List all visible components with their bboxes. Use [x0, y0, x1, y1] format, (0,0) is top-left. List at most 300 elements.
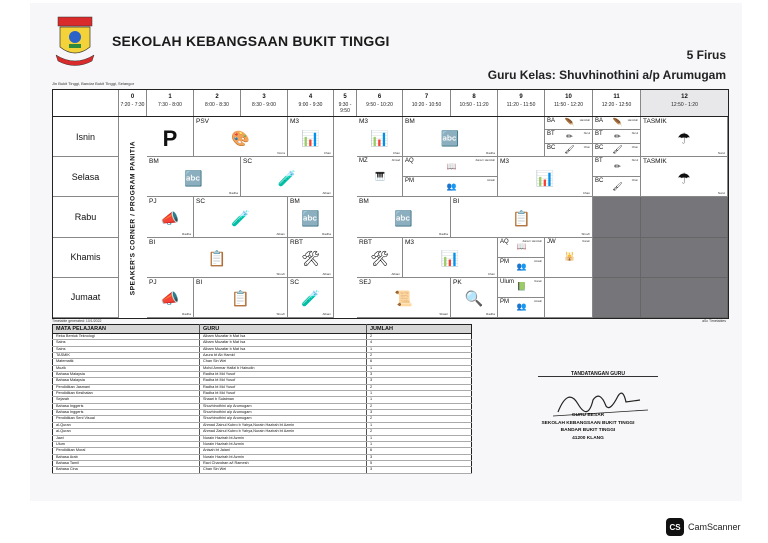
lesson-subject: SC	[243, 158, 253, 166]
lesson-subject: BT	[547, 131, 555, 138]
subject-icon: ✏	[614, 131, 621, 141]
subject-icon: ☂	[677, 130, 691, 148]
subject-table	[52, 324, 472, 474]
header-corner	[53, 90, 119, 116]
subject-icon: 👥	[516, 262, 527, 272]
class-teacher-label: Guru Kelas:	[487, 68, 556, 82]
subject-table-header	[53, 325, 472, 334]
total-cell: 3	[367, 410, 472, 416]
total-cell: 1	[367, 397, 472, 403]
total-cell: 1	[367, 365, 472, 371]
lesson-selasa-9	[498, 157, 593, 197]
camscanner-watermark	[666, 518, 741, 536]
lesson-teacher: Anisah	[487, 179, 495, 183]
total-cell: 3	[367, 378, 472, 384]
lesson-subject: PM	[500, 298, 509, 305]
day-label-khamis: Khamis	[53, 238, 119, 278]
lesson-subject: RBT	[359, 238, 372, 246]
stamp-line-3: BANDAR BUKIT TINGGI	[560, 428, 616, 433]
stamp-line-4: 41200 KLANG	[572, 435, 604, 441]
total-cell: 2	[367, 353, 472, 359]
period-header-0	[119, 90, 147, 116]
lesson-teacher: Chan	[583, 145, 590, 149]
period-header-10	[545, 90, 593, 116]
period-time: 10:50 - 11:20	[459, 102, 489, 108]
period-time: 9:30 - 9:50	[338, 102, 352, 114]
subject-icon: 📋	[207, 250, 227, 268]
lesson-teacher: Nurul	[717, 191, 725, 196]
subject-icon: P	[162, 125, 178, 151]
lesson-subject: BC	[595, 144, 604, 151]
lesson-subject: M3	[405, 238, 415, 246]
subject-cell: Pendidikan Seni Visual	[53, 416, 200, 422]
school-address: Jln Bukit Tinggi, Bandar Bukit Tinggi, Selangor	[52, 81, 135, 86]
period-number: 6	[377, 94, 382, 100]
unused-slot	[641, 238, 728, 278]
lesson-subject: PM	[500, 258, 509, 265]
period-time: 9:50 - 10:20	[366, 102, 393, 108]
subject-table-body	[53, 334, 472, 474]
teacher-cell: Chan Sin Wei	[200, 467, 367, 473]
teacher-cell: Albam Muzafar b Mat Isa	[200, 346, 367, 352]
teacher-cell: Ahmad Zainul Kubro b Yahya,Nurain Hazirah bt Azmin	[200, 422, 367, 428]
teacher-cell: Azura bt Ab Hamid	[200, 353, 367, 359]
lesson-isnin-10a	[545, 117, 593, 130]
lesson-subject: SEJ	[359, 278, 371, 286]
subject-icon: 👥	[516, 302, 527, 312]
period-number: 0	[130, 94, 135, 100]
lesson-selasa-3	[241, 157, 334, 197]
period-number: 3	[262, 94, 266, 100]
subject-icon: 🎹	[375, 171, 386, 181]
total-cell: 5	[367, 460, 472, 466]
lesson-teacher: Chan	[392, 151, 400, 156]
lesson-subject: PSV	[196, 118, 210, 125]
subject-cell: Pendidikan Kesihatan	[53, 391, 200, 397]
total-cell: 1	[367, 391, 472, 397]
total-cell: 3	[367, 372, 472, 378]
empty-slot	[545, 278, 593, 318]
subject-icon: 🖌	[612, 144, 623, 154]
period-time: 8:30 - 9:00	[252, 102, 276, 108]
header-total: JUMLAH	[367, 325, 472, 334]
unused-slot	[641, 197, 728, 237]
lesson-teacher: Zainul / Hamizah	[522, 239, 542, 243]
lesson-isnin-10b	[545, 130, 593, 143]
speaker-corner-column	[119, 117, 148, 318]
lesson-subject: Ulum	[500, 278, 515, 285]
timetable-grid	[52, 89, 729, 319]
period-time: 7:30 - 8:00	[158, 102, 182, 108]
lesson-rabu-8	[451, 197, 593, 237]
subject-icon: 📖	[446, 161, 457, 171]
teacher-cell: Anisah bt Jaiani	[200, 448, 367, 454]
lesson-teacher: Radha	[486, 311, 495, 316]
class-teacher-name: Shuvhinothini a/p Arumugam	[559, 68, 726, 82]
lesson-jumaat-9b	[498, 298, 545, 318]
lesson-teacher: Nurul	[631, 159, 638, 163]
subject-icon: 📣	[160, 210, 180, 228]
subject-icon: 🔤	[394, 210, 413, 228]
total-cell: 2	[367, 334, 472, 340]
speaker-corner-label: SPEAKER'S CORNER / PROGRAM PANITIA	[129, 140, 137, 295]
lesson-teacher: Shuvh	[276, 311, 285, 316]
day-label-jumaat: Jumaat	[53, 278, 119, 318]
lesson-teacher: Ahmad	[391, 159, 400, 163]
lesson-teacher: Shuvh	[581, 231, 590, 236]
subject-icon: 🪶	[564, 118, 575, 128]
teacher-cell: Ravi Chandran a/l Ramesh	[200, 460, 367, 466]
table-row	[53, 467, 472, 473]
teacher-cell: Nurain Hazirah bt Azmin	[200, 435, 367, 441]
total-cell: 1	[367, 422, 472, 428]
lesson-teacher: Radha	[229, 191, 238, 196]
lesson-subject: BI	[453, 198, 460, 206]
subject-cell: Ulum	[53, 441, 200, 447]
period-time: 12:50 - 1:20	[671, 102, 698, 108]
subject-icon: ✏	[566, 131, 573, 141]
school-title: SEKOLAH KEBANGSAAN BUKIT TINGGI	[112, 33, 390, 49]
teacher-cell: Mohd Ammar Hafizi b Hairudin	[200, 365, 367, 371]
lesson-isnin-12	[641, 117, 728, 157]
lesson-jumaat-8	[451, 278, 498, 318]
empty-slot	[498, 117, 545, 157]
lesson-teacher: Albam	[391, 271, 400, 276]
teacher-cell: Ahmad Zainul Kubro b Yahya,Nurain Hazirah bt Azmin	[200, 429, 367, 435]
lesson-subject: BA	[547, 118, 556, 124]
lesson-teacher: Shaari	[439, 311, 448, 316]
lesson-subject: BC	[547, 144, 556, 151]
lesson-teacher: Albam	[276, 231, 285, 236]
unused-slot	[593, 197, 641, 237]
total-cell: 6	[367, 359, 472, 365]
unused-slot	[641, 278, 728, 318]
period-time: 12:20 - 12:50	[601, 102, 632, 108]
total-cell: 3	[367, 454, 472, 460]
lesson-teacher: Albam	[322, 271, 331, 276]
subject-cell: Jawi	[53, 435, 200, 441]
period-header-9	[498, 90, 545, 116]
lesson-subject: SC	[290, 278, 300, 286]
teacher-cell: Albam Muzafar b Mat Isa	[200, 340, 367, 346]
total-cell: 4	[367, 340, 472, 346]
period-header-5	[334, 90, 357, 116]
lesson-subject: PJ	[149, 198, 157, 206]
lesson-teacher: Hamizah	[627, 119, 638, 122]
subject-cell: Matematik	[53, 359, 200, 365]
subject-icon: 📗	[516, 282, 527, 292]
lesson-teacher: Nurul	[717, 151, 725, 156]
period-time: 7:20 - 7:30	[120, 102, 145, 108]
lesson-teacher: Radha	[182, 231, 191, 236]
period-number: 10	[565, 94, 572, 100]
period-number: 11	[613, 94, 620, 100]
lesson-teacher: Zainul / Hamizah	[475, 159, 495, 163]
subject-icon: 📖	[516, 242, 527, 252]
lesson-jumaat-1	[147, 278, 194, 318]
lesson-teacher: Radha	[322, 231, 331, 236]
lesson-teacher: Chan	[487, 271, 495, 276]
subject-icon: ✏	[614, 161, 621, 171]
subject-icon: 📋	[512, 210, 531, 228]
lesson-rabu-6	[357, 197, 451, 237]
lesson-isnin-11a	[593, 117, 641, 130]
subject-cell: Sains	[53, 340, 200, 346]
period-number: 4	[308, 94, 313, 100]
lesson-subject: SC	[196, 198, 206, 206]
class-teacher	[488, 68, 726, 82]
teacher-cell: Shuvhinothini a/p Arumugam	[200, 416, 367, 422]
teacher-cell: Shaari b Sulaiman	[200, 397, 367, 403]
lesson-subject: M3	[290, 118, 300, 125]
subject-icon: 📊	[370, 130, 389, 148]
period-header-12	[641, 90, 728, 116]
lesson-subject: TASMIK	[643, 158, 667, 166]
lesson-isnin-1	[147, 117, 194, 157]
teacher-cell: Chan Sin Wei	[200, 359, 367, 365]
total-cell: 1	[367, 346, 472, 352]
period-number: 1	[168, 94, 172, 100]
subject-icon: 🛠	[300, 250, 321, 268]
lesson-teacher: Radha	[439, 231, 448, 236]
subject-icon: 🔍	[464, 290, 484, 308]
subject-icon: 🔤	[184, 170, 203, 188]
period-header-2	[194, 90, 241, 116]
lesson-jumaat-6	[357, 278, 451, 318]
lesson-selasa-1	[147, 157, 241, 197]
subject-cell: TASMIK	[53, 353, 200, 359]
period-number: 8	[472, 94, 476, 100]
period-header-7	[403, 90, 451, 116]
lesson-teacher: Radha	[182, 311, 191, 316]
teacher-cell: Radha bt Md Yusof	[200, 372, 367, 378]
subject-cell: Bahasa Inggeris	[53, 403, 200, 409]
subject-cell: Bahasa Malaysia	[53, 378, 200, 384]
subject-cell: Muzik	[53, 365, 200, 371]
lesson-subject: BM	[149, 158, 159, 166]
total-cell: 1	[367, 435, 472, 441]
lesson-isnin-2	[194, 117, 288, 157]
subject-icon: 🖌	[612, 181, 623, 191]
lesson-subject: TASMIK	[643, 118, 667, 125]
lesson-teacher: Chan	[631, 179, 638, 183]
lesson-subject: BM	[290, 198, 300, 206]
subject-icon: 🧪	[231, 210, 250, 228]
lesson-subject: AQ	[405, 158, 414, 165]
lesson-subject: PM	[405, 178, 414, 185]
lesson-subject: BI	[196, 278, 203, 286]
subject-icon: 📜	[394, 290, 413, 308]
total-cell: 2	[367, 384, 472, 390]
period-header-1	[147, 90, 194, 116]
lesson-subject: JW	[547, 238, 556, 245]
lesson-teacher: Chan	[323, 151, 331, 156]
school-crest-logo	[54, 15, 96, 67]
camscanner-text: CamScanner	[688, 522, 741, 532]
stamp-line-2: SEKOLAH KEBANGSAAN BUKIT TINGGI	[541, 420, 635, 426]
subject-icon: 📊	[535, 170, 555, 188]
subject-icon: 👥	[446, 181, 457, 191]
subject-icon: 🔤	[440, 130, 460, 148]
lesson-teacher: Nurain	[582, 239, 590, 243]
subject-cell: Bahasa Cina	[53, 467, 200, 473]
subject-cell: Sains	[53, 346, 200, 352]
subject-cell: Pendidikan Moral	[53, 448, 200, 454]
lesson-rabu-2	[194, 197, 288, 237]
stamp-line-1: GURU BESAR	[571, 413, 605, 418]
lesson-jumaat-2	[194, 278, 288, 318]
lesson-selasa-11b	[593, 177, 641, 197]
lesson-isnin-10c	[545, 144, 593, 157]
total-cell: 1	[367, 441, 472, 447]
lesson-khamis-9b	[498, 258, 545, 278]
subject-cell: Reka Bentuk Teknologi	[53, 334, 200, 340]
teacher-cell: Radha bt Md Yusof	[200, 378, 367, 384]
subject-icon: 🧪	[277, 170, 297, 188]
lesson-teacher: Nurul	[631, 132, 638, 136]
subject-cell: al-Quran	[53, 422, 200, 428]
class-name: 5 Firus	[686, 48, 726, 62]
lesson-teacher: Nurul	[583, 132, 590, 136]
lesson-teacher: Albam	[322, 311, 331, 316]
generated-note: Timetable generated: 10/1/2022	[52, 319, 102, 323]
period-header-6	[357, 90, 403, 116]
teacher-cell: Radha bt Md Yusof	[200, 391, 367, 397]
subject-icon: ☂	[677, 170, 691, 188]
generator-credit: aSc Timetables	[702, 319, 726, 323]
lesson-khamis-4	[288, 238, 334, 278]
subject-cell: Bahasa Arab	[53, 454, 200, 460]
subject-icon: 🎨	[231, 130, 250, 148]
period-time: 11:20 - 11:50	[506, 102, 536, 108]
subject-icon: 🖌	[564, 144, 575, 154]
lesson-khamis-7	[403, 238, 498, 278]
lesson-selasa-7b	[403, 177, 498, 197]
teacher-cell: Shuvhinothini a/p Arumugam	[200, 410, 367, 416]
lesson-teacher: Nurain	[534, 279, 542, 283]
lesson-khamis-6	[357, 238, 403, 278]
lesson-subject: BC	[595, 178, 604, 185]
subject-cell: Bahasa Inggeris	[53, 410, 200, 416]
teacher-cell: Radha bt Md Yusof	[200, 384, 367, 390]
period-number: 5	[343, 94, 347, 100]
lesson-subject: BM	[359, 198, 369, 206]
school-stamp	[518, 412, 658, 442]
lesson-teacher: Radha	[486, 151, 495, 156]
subject-icon: 📋	[231, 290, 250, 308]
lesson-teacher: Viorra	[277, 151, 285, 156]
subject-cell: Sejarah	[53, 397, 200, 403]
subject-icon: 🔤	[301, 210, 320, 228]
day-label-isnin: Isnin	[53, 117, 119, 157]
period-number: 7	[424, 94, 429, 100]
period-time: 10:20 - 10:50	[411, 102, 442, 108]
lesson-isnin-4	[288, 117, 334, 157]
period-header-11	[593, 90, 641, 116]
lesson-teacher: Anisah	[534, 299, 542, 303]
teacher-cell: Nurain Hazirah bt Azmin	[200, 454, 367, 460]
teacher-cell: Nurain Hazirah bt Azmin	[200, 441, 367, 447]
total-cell: 2	[367, 403, 472, 409]
lesson-jumaat-9a	[498, 278, 545, 298]
unused-slot	[593, 278, 641, 318]
lesson-subject: BM	[405, 118, 415, 125]
lesson-isnin-11b	[593, 130, 641, 143]
lesson-selasa-11a	[593, 157, 641, 177]
lesson-subject: AQ	[500, 238, 509, 245]
lesson-subject: M3	[500, 158, 510, 166]
lesson-teacher: Chan	[582, 191, 590, 196]
subject-cell: Bahasa Malaysia	[53, 372, 200, 378]
teacher-cell: Albam Muzafar b Mat Isa	[200, 334, 367, 340]
lesson-teacher: Chan	[631, 145, 638, 149]
subject-icon: 📊	[301, 130, 320, 148]
lesson-teacher: Shuvh	[276, 271, 285, 276]
lesson-subject: BI	[149, 238, 156, 246]
period-header-3	[241, 90, 288, 116]
lesson-subject: MZ	[359, 158, 368, 165]
total-cell: 3	[367, 467, 472, 473]
total-cell: 2	[367, 416, 472, 422]
camscanner-badge-icon: CS	[666, 518, 684, 536]
signature-label: TANDATANGAN GURU	[571, 371, 625, 377]
subject-cell: Bahasa Tamil	[53, 460, 200, 466]
period-header-4	[288, 90, 334, 116]
lesson-rabu-4	[288, 197, 334, 237]
period-number: 2	[215, 94, 219, 100]
period-time: 8:00 - 8:30	[205, 102, 229, 108]
lesson-teacher: Anisah	[534, 259, 542, 263]
subject-icon: 🕌	[564, 252, 575, 262]
lesson-subject: PJ	[149, 278, 157, 286]
lesson-subject: M3	[359, 118, 369, 125]
lesson-subject: BT	[595, 131, 603, 138]
total-cell: 2	[367, 429, 472, 435]
period-header-8	[451, 90, 498, 116]
lesson-rabu-1	[147, 197, 194, 237]
subject-cell: al-Quran	[53, 429, 200, 435]
lesson-jumaat-4	[288, 278, 334, 318]
lesson-subject: BA	[595, 118, 604, 124]
subject-icon: 📊	[440, 250, 460, 268]
subject-cell: Pendidikan Jasmani	[53, 384, 200, 390]
lesson-isnin-6	[357, 117, 403, 157]
lesson-teacher: Hamizah	[579, 119, 590, 122]
subject-icon: 🛠	[369, 250, 390, 268]
lesson-subject: RBT	[290, 238, 303, 246]
lesson-subject: PK	[453, 278, 462, 286]
total-cell: 6	[367, 448, 472, 454]
period-time: 9:00 - 9:30	[298, 102, 323, 108]
header-teacher: GURU	[200, 325, 367, 334]
period-time: 11:50 - 12:20	[553, 102, 584, 108]
subject-icon: 🪶	[612, 118, 623, 128]
period-number: 12	[681, 94, 688, 100]
lesson-khamis-10a	[545, 238, 593, 278]
lesson-subject: BT	[595, 158, 603, 165]
period-number: 9	[519, 94, 523, 100]
lesson-selasa-12	[641, 157, 728, 197]
lesson-teacher: Albam	[322, 191, 331, 196]
subject-icon: 📣	[160, 290, 180, 308]
day-label-rabu: Rabu	[53, 197, 119, 237]
lesson-khamis-1	[147, 238, 288, 278]
unused-slot	[593, 238, 641, 278]
teacher-cell: Shuvhinothini a/p Arumugam	[200, 403, 367, 409]
lesson-isnin-7	[403, 117, 498, 157]
lesson-selasa-6a	[357, 157, 403, 197]
lesson-khamis-9a	[498, 238, 545, 258]
